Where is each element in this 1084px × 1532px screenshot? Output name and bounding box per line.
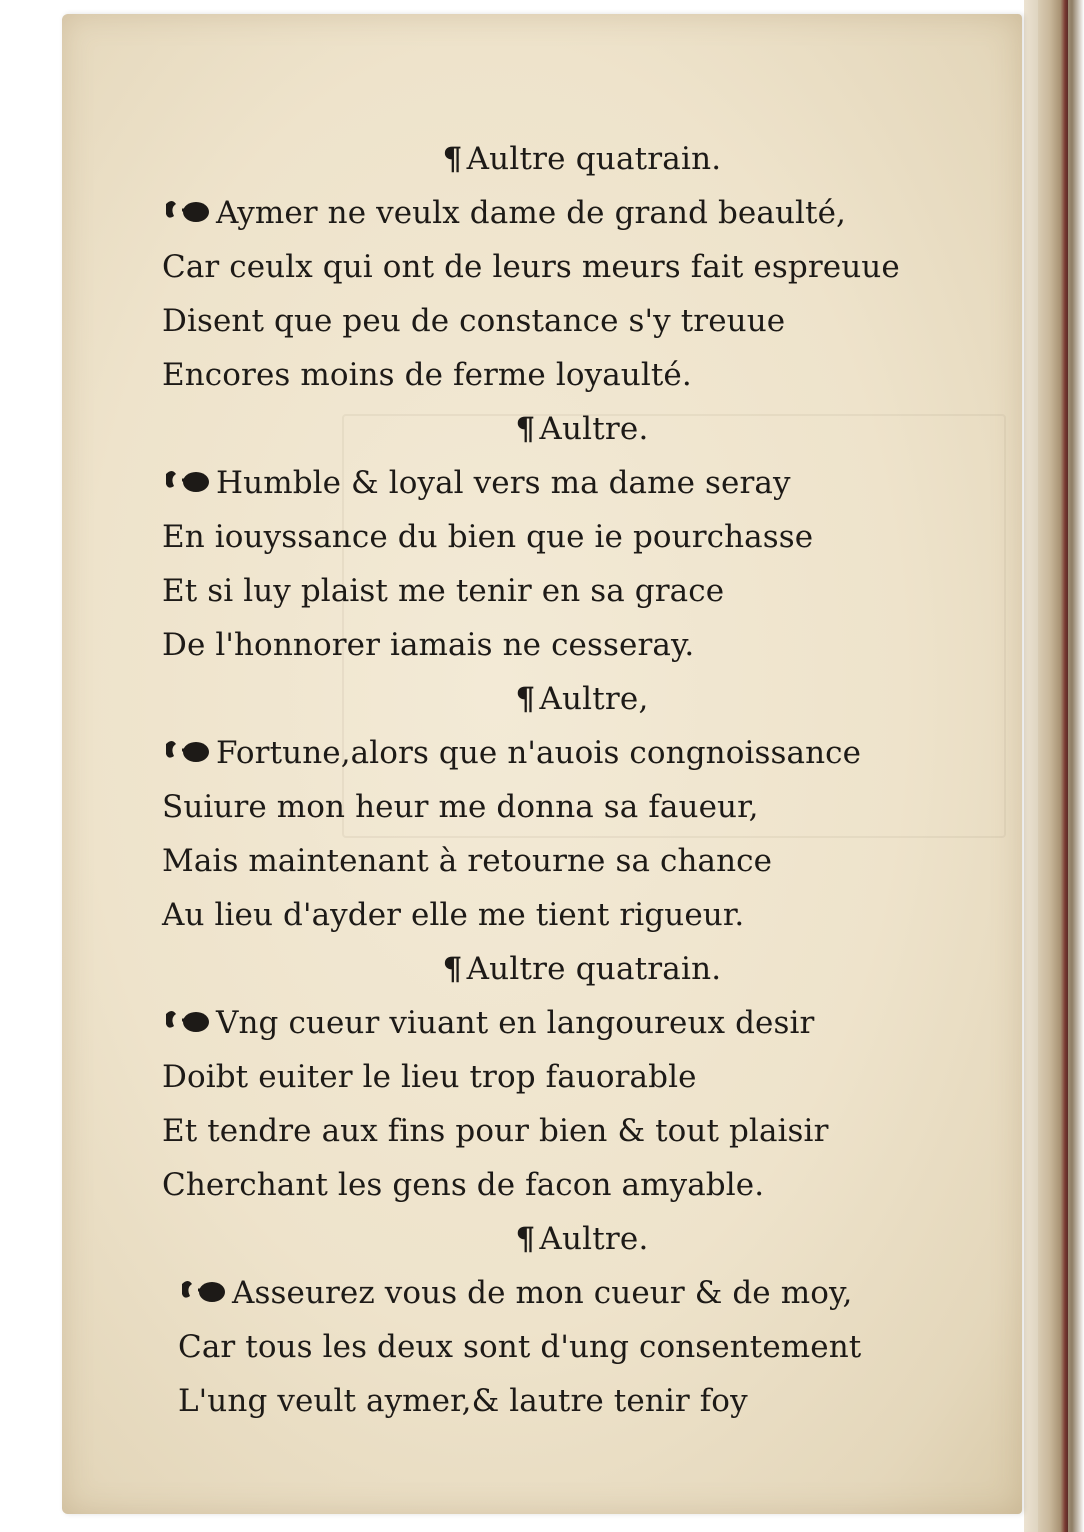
book-page [62,14,1022,1514]
heading-text: Aultre. [539,411,649,447]
pilcrow-icon: ¶ [515,411,536,447]
pilcrow-icon: ¶ [442,951,463,987]
verse-line: Fortune,alors que n'auois congnoissance [162,726,1002,780]
verse-line: Au lieu d'ayder elle me tient rigueur. [162,897,745,933]
verse-line: Asseurez vous de mon cueur & de moy, [162,1266,1002,1320]
stanza-heading [162,1212,1002,1266]
verse-line: Doibt euiter le lieu trop fauorable [162,1059,697,1095]
verse-line: Suiure mon heur me donna sa faueur, [162,789,759,825]
stanza-heading [162,942,1002,996]
verse-line: Et tendre aux fins pour bien & tout plaisir [162,1113,829,1149]
text-block [162,132,1002,1428]
verse-line: Et si luy plaist me tenir en sa grace [162,573,725,609]
verse-line: L'ung veult aymer,& lautre tenir foy [178,1383,748,1419]
verse-line: Vng cueur viuant en langoureux desir [162,996,1002,1050]
fleuron-icon [162,196,214,226]
verse-line: Mais maintenant à retourne sa chance [162,843,773,879]
verse-line: Humble & loyal vers ma dame seray [162,456,1002,510]
pilcrow-icon: ¶ [515,1221,536,1257]
pilcrow-icon: ¶ [515,681,536,717]
fleuron-icon [178,1276,230,1306]
heading-text: Aultre quatrain. [466,951,722,987]
pilcrow-icon: ¶ [442,141,463,177]
verse-line: Car ceulx qui ont de leurs meurs fait espreuue [162,249,900,285]
verse-line: Aymer ne veulx dame de grand beaulté, [162,186,1002,240]
heading-text: Aultre. [539,1221,649,1257]
fleuron-icon [162,1006,214,1036]
stanza-heading [162,132,1002,186]
stanza-heading [162,402,1002,456]
verse-line: Car tous les deux sont d'ung consentement [178,1329,862,1365]
fleuron-icon [162,736,214,766]
verse-line: De l'honnorer iamais ne cesseray. [162,627,695,663]
heading-text: Aultre, [539,681,649,717]
verse-line: En iouyssance du bien que ie pourchasse [162,519,814,555]
book-cover-edge [1038,0,1068,1532]
verse-line: Encores moins de ferme loyaulté. [162,357,692,393]
stanza-heading [162,672,1002,726]
verse-line: Disent que peu de constance s'y treuue [162,303,786,339]
fleuron-icon [162,466,214,496]
heading-text: Aultre quatrain. [466,141,722,177]
verse-line: Cherchant les gens de facon amyable. [162,1167,765,1203]
